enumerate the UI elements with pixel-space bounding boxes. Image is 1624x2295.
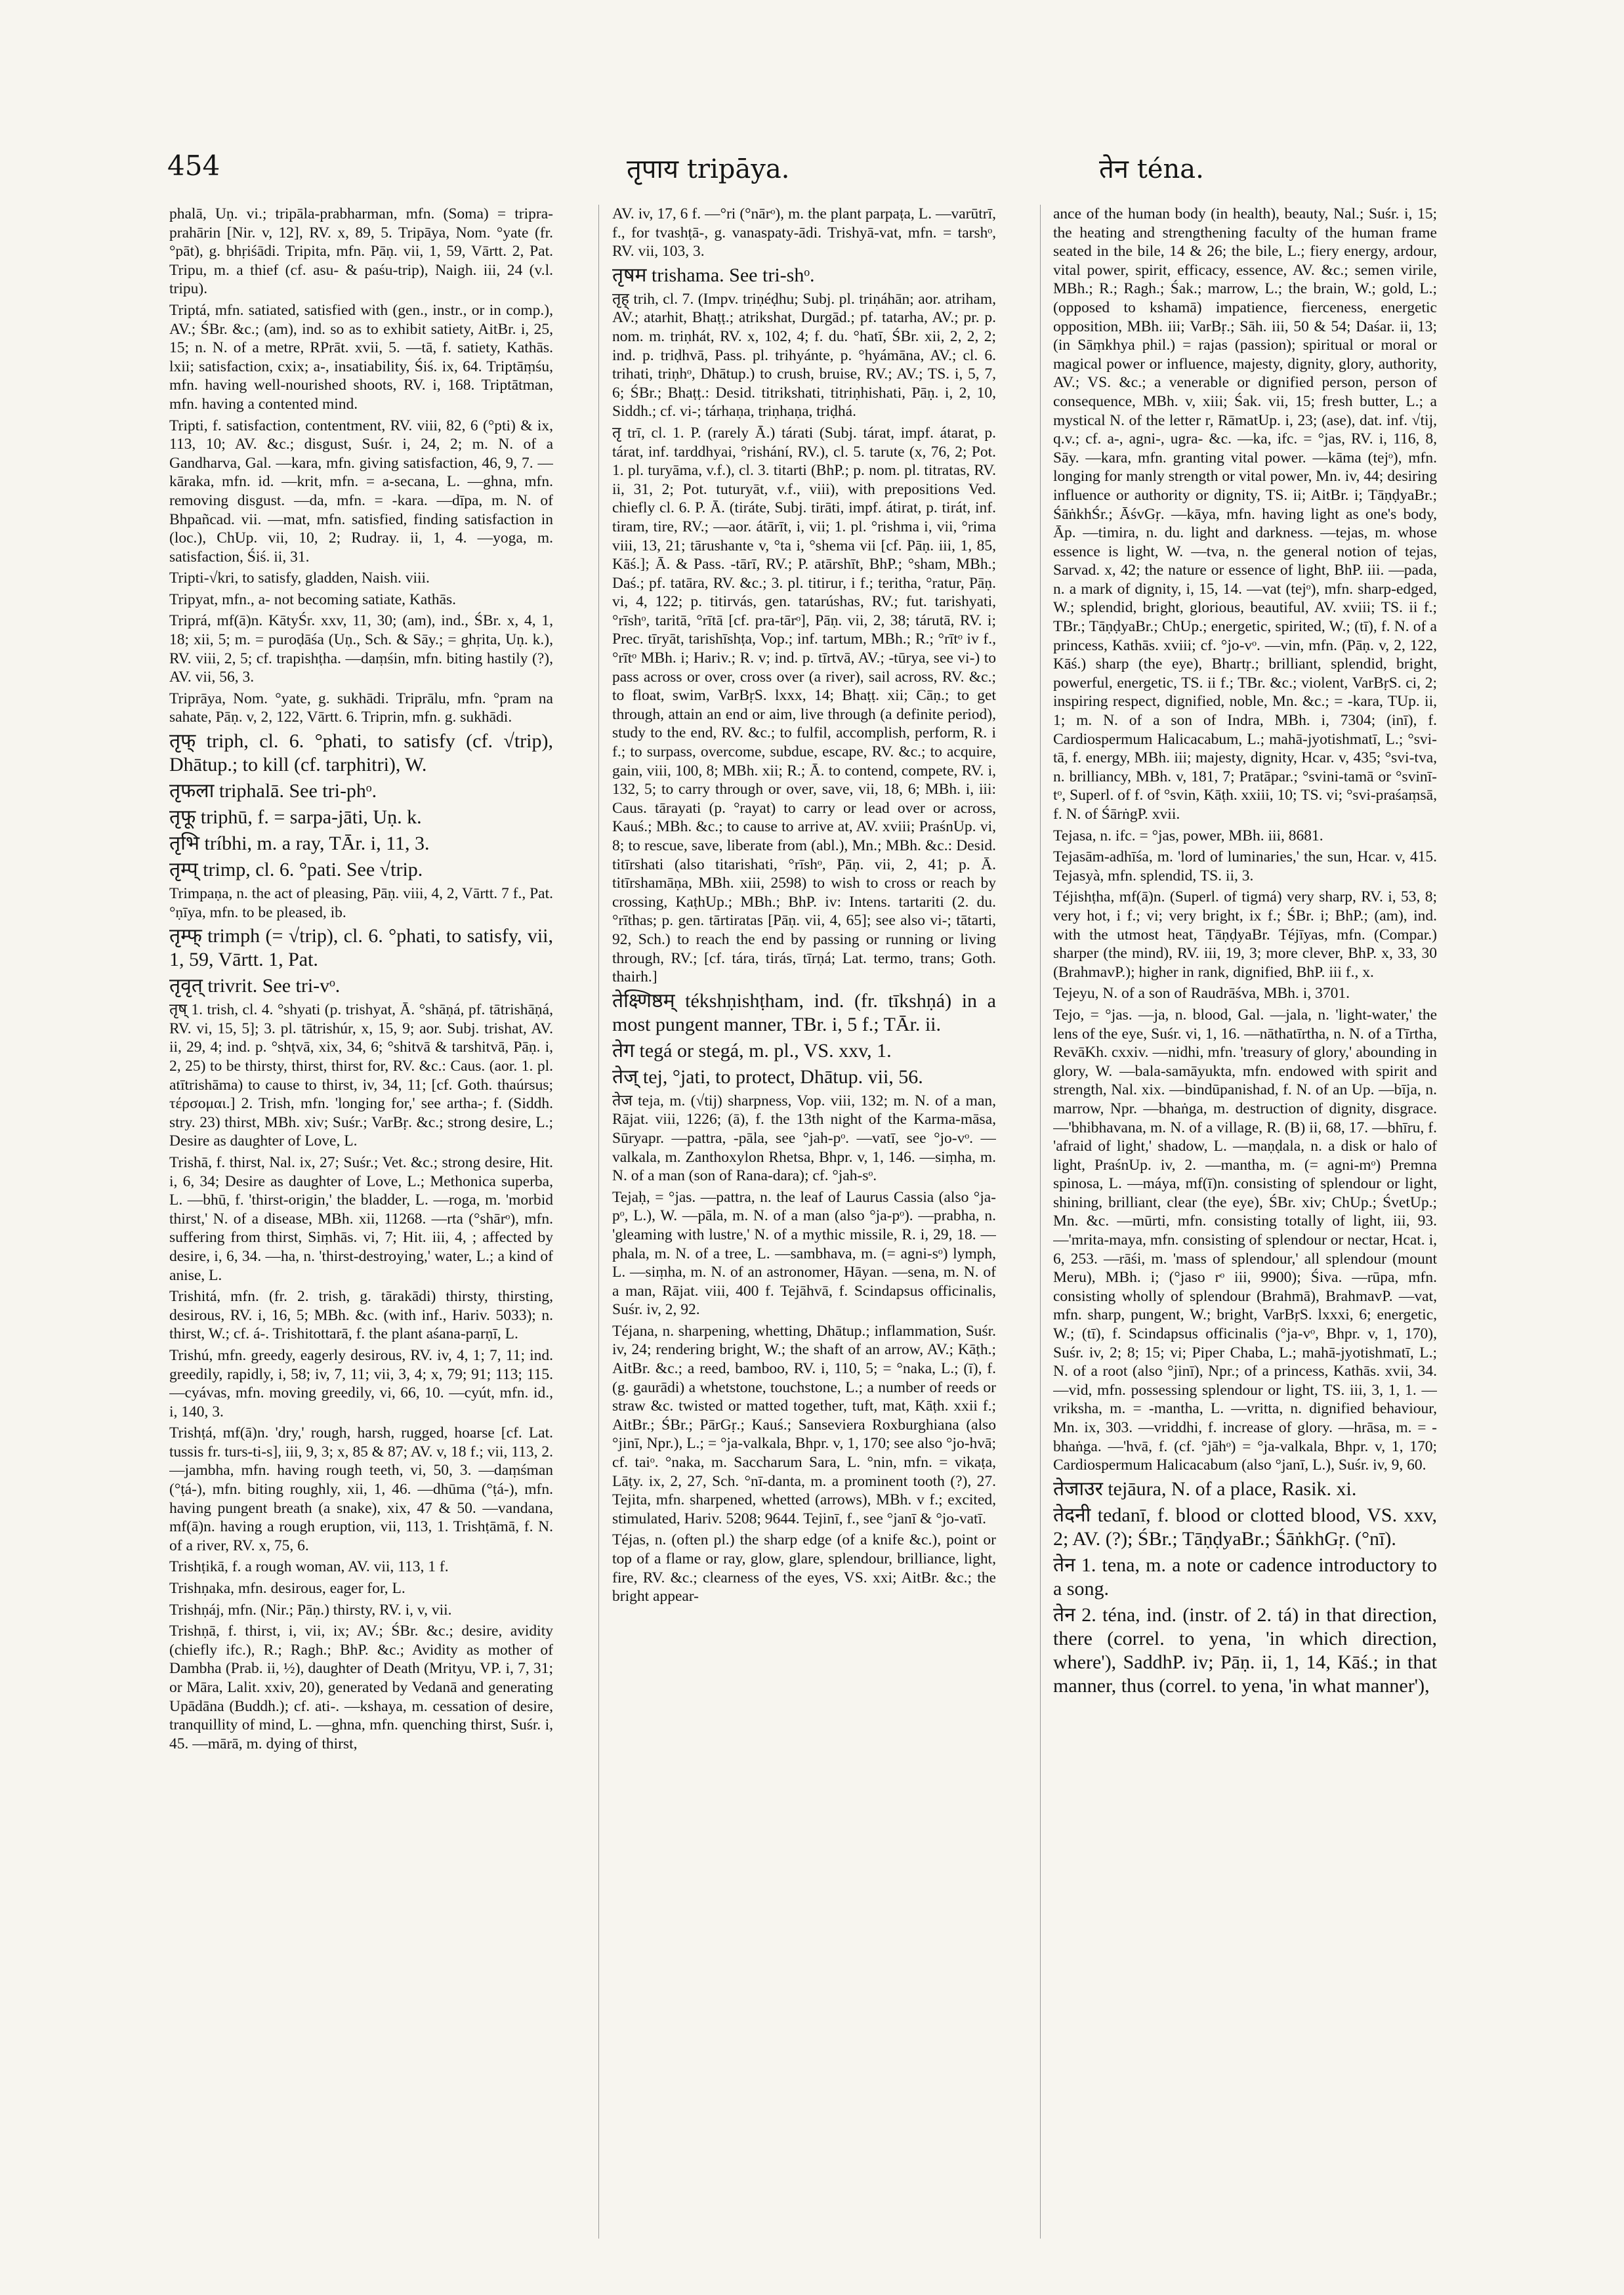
dictionary-entry: तृम्फ् trimph (= √trip), cl. 6. °phati, to satisfy, vii, 1, 59, Vārtt. 1, Pat.: [169, 925, 553, 971]
dictionary-entry: AV. iv, 17, 6 f. —°ri (°nārᵒ), m. the plant parpaṭa, L. —varūtrī, f., for tvashṭā-, g. vanaspaty-ādi. Trishyā-vat, mfn. = tarshᵒ, RV. vii, 103, 3.: [612, 205, 996, 260]
dictionary-entry: Trishṇáj, mfn. (Nir.; Pāṇ.) thirsty, RV. i, v, vii.: [169, 1601, 452, 1619]
dictionary-entry: Téjas, n. (often pl.) the sharp edge (of a knife &c.), point or top of a flame or ray, glow, glare, splendour, brilliance, light, fire, RV. &c.; clearness of the eyes, VS. xxi; AitBr. &c.; the bright appear-: [612, 1531, 996, 1605]
dictionary-entry: Trishitá, mfn. (fr. 2. trish, g. tārakādi) thirsty, thirsting, desirous, RV. i, 16, 5; MBh. &c. (with inf., Hariv. 5033); n. thirst, W.; cf. á-. Trishitottarā, f. the plant aśana-parṇī, L.: [169, 1288, 553, 1343]
dictionary-entry: तृ trī, cl. 1. P. (rarely Ā.) tárati (Subj. tárat, impf. átarat, p. tárat, inf. tarddhyai, °rishání, RV.), cl. 5. tarute (x, 76, 2; Pot. 1. pl. turyāma, v.f.), cl. 3. titarti (BhP.; p. nom. pl. titratas, RV. ii, 31, 2; Pot. tuturyāt, v.f., viii), with prepositions Ved. chiefly cl. 6. P. Ā. (tiráte, Subj. tirāti, impf. átirat, p. tirát, inf. tiram, tire, RV.; —aor. átārīt, i, vii; 1. pl. °rishma i, vii, °rima viii, 13, 21; tārushante v, °ta i, °shema vii [cf. Pāṇ. iii, 1, 85, Kāś.]; Ā. & Pass. -tārī, RV.; P. atārshīt, BhP.; °sham, MBh.; Daś.; pf. tatāra, RV. &c.; 3. pl. titirur, i f.; teritha, °ratur, Pāṇ. vi, 4, 122; p. titirvás, gen. tatarúshas, RV.; fut. tarishyati, °rīshᵒ, taritā, °rītā [cf. pra-tārᵒ], Pāṇ. vii, 2, 38; tárutā, RV. i; Prec. tīryāt, tarishīshṭa, Vop.; inf. tartum, MBh.; R.; °rītᵒ iv f., °rītᵒ MBh. i; Hariv.; R. v; ind. p. tīrtvā, AV.; -tūrya, see vi-) to pass across or over, cross over (a river), sail across, RV. &c.; to float, swim, VarBṛS. lxxx, 14; Bhaṭṭ. xii; Cāṇ.; to get through, attain an end or aim, live through (a definite period), study to the end, RV. &c.; to fulfil, accomplish, perform, R. i f.; to surpass, overcome, subdue, escape, RV. &c.; to acquire, gain, viii, 100, 8; MBh. xii; R.; Ā. to contend, compete, RV. i, 132, 5; to carry through or over, save, vii, 18, 6; MBh. i, iii: Caus. tārayati (p. °rayat) to carry or lead over or across, Kauś.; MBh. &c.; to cause to arrive at, AV. xviii; PraśnUp. vi, 8; to rescue, save, liberate from (abl.), Mn.; MBh. &c.: Desid. titīrshati (also titarishati, °rīshᵒ, Pāṇ. vii, 2, 41; p. Ā. titīrshamāṇa, MBh. xiii, 2598) to wish to cross or reach by crossing, KaṭhUp.; MBh.; BhP. iv: Intens. tartariti (2. du. °rīthas; p. gen. tārtiratas [Pāṇ. vii, 4, 65]; see also vi-; tātarti, 92, Sch.) to reach the end by passing or running or living through, RV.; [cf. tára, tirás, tīrṇá; Lat. termo, trans; Goth. thairh.]: [612, 424, 996, 986]
dictionary-entry: तेज teja, m. (√tij) sharpness, Vop. viii, 132; m. N. of a man, Rājat. viii, 1226; (ā), f. the 13th night of the Karma-māsa, Sūryapr. —pattra, -pāla, see °jah-pᵒ. —vatī, see °jo-vᵒ. —valkala, m. Zanthoxylon Rhetsa, Bhpr. v, 1, 146. —siṃha, m. N. of a man (son of Rana-dara); cf. °jah-sᵒ.: [612, 1092, 996, 1185]
dictionary-entry: Tejaḥ, = °jas. —pattra, n. the leaf of Laurus Cassia (also °ja-pᵒ, L.), W. —pāla, m. N. of a man (also °ja-pᵒ). —prabha, n. 'gleaming with lustre,' N. of a mythic missile, R. i, 29, 18. —phala, m. N. of a tree, L. —sambhava, m. (= agni-sᵒ) lymph, L. —siṃha, m. N. of an astronomer, Hāyan. —sena, m. N. of a man, Rājat. viii, 400 f. Tejāhvā, f. Scindapsus officinalis, Suśr. iv, 2, 92.: [612, 1188, 996, 1319]
column-2: [612, 205, 996, 2252]
dictionary-entry: तृवृत् trivrit. See tri-vᵒ.: [169, 975, 341, 997]
dictionary-entry: Trishú, mfn. greedy, eagerly desirous, RV. iv, 4, 1; 7, 11; ind. greedily, rapidly, i, 58; iv, 7, 11; vii, 3, 4; x, 79; 91; 113; 115. —cyávas, mfn. moving greedily, vi, 66, 10. —cyút, mfn. id., i, 140, 3.: [169, 1346, 553, 1420]
dictionary-entry: तेग tegá or stegá, m. pl., VS. xxv, 1.: [612, 1039, 892, 1062]
column-1: [169, 205, 553, 2252]
dictionary-entry: Trishṭikā, f. a rough woman, AV. vii, 113, 1 f.: [169, 1558, 449, 1576]
dictionary-entry: Trimpaṇa, n. the act of pleasing, Pāṇ. viii, 4, 2, Vārtt. 7 f., Pat. °ṇīya, mfn. to be pleased, ib.: [169, 885, 553, 921]
dictionary-entry: Tejeyu, N. of a son of Raudrāśva, MBh. i, 3701.: [1053, 985, 1350, 1003]
dictionary-entry: तृम्प् trimp, cl. 6. °pati. See √trip.: [169, 859, 423, 881]
dictionary-entry: Trishṇaka, mfn. desirous, eager for, L.: [169, 1580, 406, 1598]
dictionary-entry: तेदनी tedanī, f. blood or clotted blood, VS. xxv, 2; AV. (?); ŚBr.; TāṇḍyaBr.; ŚāṅkhGṛ. (°nī).: [1053, 1504, 1437, 1550]
dictionary-entry: Tejasām-adhīśa, m. 'lord of luminaries,' the sun, Hcar. v, 415. Tejasyà, mfn. splendid, TS. ii, 3.: [1053, 848, 1437, 884]
dictionary-entry: Tripyat, mfn., a- not becoming satiate, Kathās.: [169, 590, 457, 608]
dictionary-entry: Trishā, f. thirst, Nal. ix, 27; Suśr.; Vet. &c.; strong desire, Hit. i, 6, 34; Desire as daughter of Love, L.; Methonica superba, L. —bhū, f. 'thirst-origin,' the bladder, L. —roga, m. 'morbid thirst,' N. of a disease, MBh. xii, 11268. —rta (°shārᵒ), mfn. suffering from thirst, Siṃhās. vi, 7; Hit. iii, 4, ; affected by desire, i, 6, 34. —ha, n. 'thirst-destroying,' water, L.; a kind of anise, L.: [169, 1153, 553, 1284]
dictionary-entry: Triprāya, Nom. °yate, g. sukhādi. Triprālu, mfn. °pram na sahate, Pāṇ. v, 2, 122, Vārtt. 6. Triprin, mfn. g. sukhādi.: [169, 690, 553, 726]
dictionary-entry: Tripti-√kri, to satisfy, gladden, Naish. viii.: [169, 569, 430, 587]
dictionary-entry: phalā, Uṇ. vi.; tripāla-prabharman, mfn. (Soma) = tripra-prahārin [Nir. v, 12], RV. x, 89, 5. Tripāya, Nom. °yate (fr. °pāt), g. bhṛiśādi. Tripita, mfn. Pāṇ. vii, 1, 59, Vārtt. 2, Pat. Tripu, m. a thief (cf. asu- & paśu-trip), Naigh. iii, 24 (v.l. tripu).: [169, 205, 553, 298]
dictionary-entry: तेन 2. téna, ind. (instr. of 2. tá) in that direction, there (correl. to yena, 'in which direction, where'), SaddhP. iv; Pāṇ. ii, 1, 14, Kāś.; in that manner, thus (correl. to yena, 'in what manner'),: [1053, 1603, 1437, 1697]
dictionary-entry: Triprá, mf(ā)n. KātyŚr. xxv, 11, 30; (am), ind., ŚBr. x, 4, 1, 18; xii, 5; m. = puroḍāśa (Uṇ., Sch. & Sāy.; = ghṛita, Uṇ. k.), RV. viii, 2, 5; cf. trapishṭha. —daṃśin, mfn. biting hastily (?), AV. vii, 56, 3.: [169, 612, 553, 686]
dictionary-entry: तृषम trishama. See tri-shᵒ.: [612, 264, 815, 286]
page-header: [167, 150, 1473, 196]
left-guide-word: तृपाय tripāya.: [627, 154, 790, 184]
dictionary-entry: तृफू triphū, f. = sarpa-jāti, Uṇ. k.: [169, 806, 422, 829]
dictionary-entry: Triptá, mfn. satiated, satisfied with (gen., instr., or in comp.), AV.; ŚBr. &c.; (am), ind. so as to exhibit satiety, AitBr. i, 25, 15; n. N. of a metre, RPrāt. xvii, 5. —tā, f. satiety, Kathās. lxii; satisfaction, cxix; a-, insatiability, Śiś. ix, 64. Triptāṃśu, mfn. having well-nourished shoots, RV. i, 168. Triptātman, mfn. having a contented mind.: [169, 301, 553, 413]
column-3: [1053, 205, 1437, 2252]
dictionary-entry: ance of the human body (in health), beauty, Nal.; Suśr. i, 15; the heating and strengthening faculty of the human frame seated in the bile, 14 & 26; the bile, L.; fiery energy, ardour, vital power, spirit, efficacy, essence, AV. &c.; semen virile, MBh.; R.; Ragh.; Śak.; marrow, L.; the brain, W.; gold, L.; (opposed to kshamā) impatience, fierceness, energetic opposition, MBh. iii; VarBṛ.; Sāh. iii, 50 & 54; Daśar. ii, 13; (in Sāṃkhya phil.) = rajas (passion); spiritual or moral or magical power or influence, majesty, dignity, glory, authority, AV.; VS. &c.; a venerable or dignified person, person of consequence, MBh. v, xiii; Śak. vii, 15; fresh butter, L.; a mystical N. of the letter r, RāmatUp. i, 23; (ase), dat. inf. √tij, q.v.; cf. a-, agni-, ugra- &c. —ka, ifc. = °jas, RV. i, 116, 8, Sāy. —kara, mfn. granting vital power. —kāma (tejᵒ), mfn. longing for manly strength or vital power, Mn. iv, 44; desiring influence or authority or dignity, TS. ii; AitBr. i; TāṇḍyaBr.; ŚāṅkhŚr.; ĀśvGṛ. —kāya, mfn. having light as one's body, Āp. —timira, n. du. light and darkness. —tejas, m. whose essence is light, W. —tva, n. the general notion of tejas, Sarvad. x, 42; the nature or essence of light, BhP. iii. —pada, n. a mark of dignity, i, 15, 14. —vat (tejᵒ), mfn. sharp-edged, W.; splendid, bright, glorious, beautiful, AV. xviii; TS. ii f.; TBr.; TāṇḍyaBr.; ChUp.; energetic, spirited, W.; (tī), f. N. of a princess, Kathās. xviii; cf. °jo-vᵒ. —vin, mfn. (Pāṇ. v, 2, 122, Kāś.) sharp (the eye), Bhartṛ.; brilliant, splendid, bright, powerful, energetic, TS. ii f.; TBr. &c.; violent, VarBṛS. ci, 2; inspiring respect, dignified, noble, Mn. &c.; = -kara, TUp. ii, 1; m. N. of a son of Indra, MBh. i, 7304; (inī), f. Cardiospermum Halicacabum, L.; mahā-jyotishmatī, L.; °svi-tā, f. energy, MBh. iii; majesty, dignity, Hcar. v, 435; °svi-tva, n. brilliancy, MBh. v, 181, 7; Pratāpar.; °svini-tamā or °svinī-tᵒ, Superl. of f. of °svin, Kāṭh. xxiii, 10; TS. vi; °svi-praśaṃsā, f. N. of ŚārṅgP. xvii.: [1053, 205, 1437, 823]
dictionary-entry: Téjishṭha, mf(ā)n. (Superl. of tigmá) very sharp, RV. i, 53, 8; very hot, i f.; vi; very bright, ix f.; ŚBr. i; BhP.; (am), ind. with the utmost heat, TāṇḍyaBr. Téjīyas, mfn. (Compar.) sharper (the mind), RV. iii, 19, 3; more clever, BhP. x, 33, 30 (BrahmavP.); higher in rank, dignified, BhP. iii f., x.: [1053, 888, 1437, 981]
dictionary-entry: Tripti, f. satisfaction, contentment, RV. viii, 82, 6 (°pti) & ix, 113, 10; AV. &c.; disgust, Suśr. i, 24, 2; m. N. of a Gandharva, Gal. —kara, mfn. giving satisfaction, 46, 9, 7. —kāraka, mfn. id. —krit, mfn. = a-secana, L. —ghna, mfn. removing disgust. —da, mfn. = -kara. —dīpa, m. N. of Bhpañcad. vii. —mat, mfn. satisfied, finding satisfaction in (loc.), ChUp. vii, 10, 2; Rudray. ii, 1, 4. —yoga, m. satisfaction, Śiś. ii, 31.: [169, 417, 553, 566]
dictionary-entry: Trishṭá, mf(ā)n. 'dry,' rough, harsh, rugged, hoarse [cf. Lat. tussis fr. turs-ti-s], iii, 9, 3; x, 85 & 87; AV. v, 18 f.; vii, 113, 2. —jambha, mfn. having rough teeth, vi, 50, 3. —daṃśman (°ṭá-), mfn. biting roughly, xii, 1, 46. —dhūma (°ṭá-), mfn. having pungent breath (a snake), xix, 47 & 50. —vandana, mf(ā)n. having a rough eruption, vii, 113, 1. Trishṭāmā, f. N. of a river, RV. x, 75, 6.: [169, 1424, 553, 1554]
page-number: 454: [167, 150, 220, 182]
dictionary-entry: तृह् trih, cl. 7. (Impv. triṇéḍhu; Subj. pl. triṇáhān; aor. atriham, AV.; atarhit, Bhaṭṭ.; atrikshat, Durgād.; pf. tatarha, AV.; pr. p. nom. m. triṇhát, RV. x, 102, 4; f. du. °hatī, ŚBr. xii, 2, 2, 2; ind. p. triḍhvā, Pass. pl. trihyánte, p. °hyámāna, AV.; cl. 6. trihati, triṇhᵒ, Dhātup.) to crush, bruise, RV.; AV.; TS. i, 5, 7, 6; ŚBr.; Bhaṭṭ.: Desid. titrikshati, titriṇhishati, Pāṇ. i, 2, 10, Siddh.; cf. vi-; tárhaṇa, triṇhaṇa, triḍhá.: [612, 290, 996, 421]
dictionary-entry: तृफ् triph, cl. 6. °phati, to satisfy (cf. √trip), Dhātup.; to kill (cf. tarphitri), W.: [169, 730, 553, 776]
dictionary-entry: Tejo, = °jas. —ja, n. blood, Gal. —jala, n. 'light-water,' the lens of the eye, Suśr. vi, 1, 16. —nāthatīrtha, n. N. of a Tīrtha, RevāKh. cxxiv. —nidhi, mfn. 'treasury of glory,' abounding in glory, W. —bala-samāyukta, mfn. endowed with spirit and strength, Nal. xix. —bindūpanishad, f. N. of an Up. —bīja, n. marrow, Npr. —bhaṅga, m. destruction of dignity, disgrace. —'bhibhavana, m. N. of a village, R. (B) ii, 68, 17. —bhīru, f. 'afraid of light,' shadow, L. —maṇḍala, n. a disk or halo of light, PraśnUp. iv, 2. —mantha, m. (= agni-mᵒ) Premna spinosa, L. —máya, mf(ī)n. consisting of splendour or light, shining, brilliant, clear (the eye), ŚBr. xiv; ChUp.; ŚvetUp.; Mn. &c. —mūrti, mfn. consisting totally of light, iii, 93. —'mrita-maya, mfn. consisting of splendour or nectar, Hcat. i, 6, 253. —rāśi, m. 'mass of splendour,' all splendour (mount Meru), MBh. i; (°jaso rᵒ iii, 9900); Śiva. —rūpa, mfn. consisting wholly of splendour (Brahmā), BrahmavP. —vat, mfn. sharp, pungent, W.; bright, VarBṛS. lxxxi, 6; energetic, W.; (tī), f. Scindapsus officinalis (°ja-vᵒ, Bhpr. v, 1, 170), Suśr. iv, 2; 8; 15; vi; Piper Chaba, L.; mahā-jyotishmatī, L.; N. of a root (also °jinī), Npr.; of a princess, Kathās. xvii, 34. —vid, mfn. possessing splendour or light, TS. iii, 3, 1, 1. —vriksha, m. = -mantha, L. —vritta, n. dignified behaviour, Mn. ix, 303. —vriddhi, f. increase of glory. —hrāsa, m. = -bhaṅga. —'hvā, f. (cf. °jāhᵒ) = °ja-valkala, Bhpr. v, 1, 170; Cardiospermum Halicacabum (also °janī, L.), Suśr. iv, 9, 60.: [1053, 1006, 1437, 1474]
dictionary-entry: तेज् tej, °jati, to protect, Dhātup. vii, 56.: [612, 1065, 923, 1088]
right-guide-word: तेन téna.: [1099, 154, 1204, 184]
dictionary-entry: तेक्ष्णिष्ठम् tékshṇishṭham, ind. (fr. tīkshṇá) in a most pungent manner, TBr. i, 5 f.; TĀr. ii.: [612, 989, 996, 1035]
dictionary-entry: Téjana, n. sharpening, whetting, Dhātup.; inflammation, Suśr. iv, 24; rendering bright, W.; the shaft of an arrow, AV.; Kāṭh.; AitBr. &c.; a reed, bamboo, RV. i, 110, 5; = °naka, L.; (ī), f. (g. gaurādi) a whetstone, touchstone, L.; a number of reeds or straw &c. twisted or matted together, tuft, mat, Kāṭh. xxii f.; AitBr.; ŚBr.; PārGṛ.; Kauś.; Sanseviera Roxburghiana (also °jinī, Npr.), L.; = °ja-valkala, Bhpr. v, 1, 170; see also °jo-hvā; cf. taiᵒ. °naka, m. Saccharum Sara, L. °nin, mfn. = vikaṭa, Lāṭy. ix, 2, 27, Sch. °nī-danta, m. a prominent tooth (?), 27. Tejita, mfn. sharpened, whetted (arrows), MBh. v f.; excited, stimulated, Hariv. 5208; 9644. Tejinī, f., see °janī & °jo-vatī.: [612, 1322, 996, 1527]
column-divider: [1040, 205, 1041, 2239]
dictionary-entry: Tejasa, n. ifc. = °jas, power, MBh. iii, 8681.: [1053, 827, 1323, 844]
dictionary-entry: तृफला triphalā. See tri-phᵒ.: [169, 780, 377, 802]
dictionary-entry: तृभि tríbhi, m. a ray, TĀr. i, 11, 3.: [169, 833, 430, 855]
column-divider: [598, 205, 599, 2239]
dictionary-entry: तृष् 1. trish, cl. 4. °shyati (p. trishyat, Ā. °shāṇá, pf. tātrishāṇá, RV. vi, 15, 5]; 3. pl. tātrishúr, x, 15, 9; aor. Subj. trishat, AV. ii, 29, 4; ind. p. °shṭvā, xix, 34, 6; °shitvā & tarshitvā, Pāṇ. i, 2, 25) to be thirsty, thirst, thirst for, RV. &c.: Caus. (aor. 1. pl. atītrishāma) to cause to thirst, iv, 34, 11; [cf. Goth. thaúrsus; τέρσομαι.] 2. Trish, mfn. 'longing for,' see artha-; f. (Siddh. stry. 23) thirst, MBh. xiv; Suśr.; VarBṛ. &c.; strong desire, L.; Desire as daughter of Love, L.: [169, 1001, 553, 1150]
dictionary-entry: Trishṇā, f. thirst, i, vii, ix; AV.; ŚBr. &c.; desire, avidity (chiefly ifc.), R.; Ragh.; BhP. &c.; Avidity as mother of Dambha (Prab. ii, ½), daughter of Death (Mrityu, VP. i, 7, 31; or Māra, Lalit. xxiv, 20), generated by Vedanā and generating Upādāna (Buddh.); cf. ati-. —kshaya, m. cessation of desire, tranquillity of mind, L. —ghna, mfn. quenching thirst, Suśr. i, 45. —mārā, m. dying of thirst,: [169, 1623, 553, 1752]
dictionary-entry: तेन 1. tena, m. a note or cadence introductory to a song.: [1053, 1554, 1437, 1600]
dictionary-entry: तेजाउर tejāura, N. of a place, Rasik. xi.: [1053, 1478, 1357, 1500]
